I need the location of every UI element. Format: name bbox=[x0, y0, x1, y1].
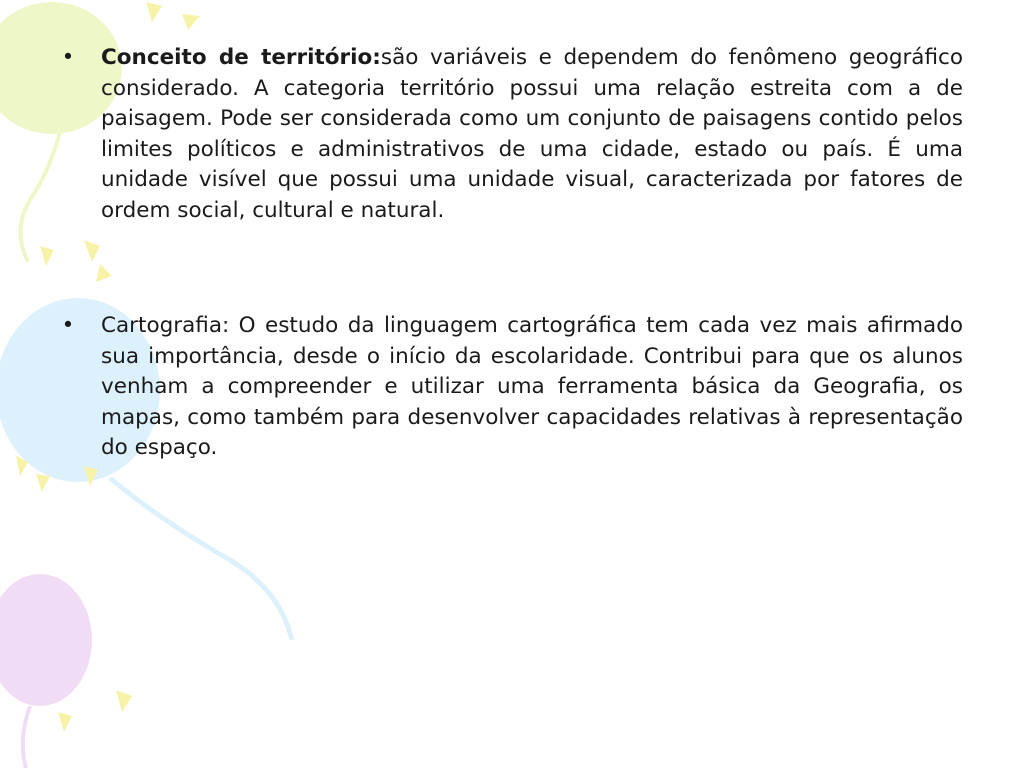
slide-content bbox=[58, 43, 963, 464]
bullet-cartografia bbox=[58, 311, 963, 464]
bullet-territorio bbox=[58, 43, 963, 226]
cartografia-text: Cartografia: O estudo da linguagem cartográfica tem cada vez mais afirmado sua importância, desde o início da escolaridade. Contribui para que os alunos venham a compreender e utilizar uma ferramenta básica da Geografia, os mapas, como também para desenvolver capacidades relativas à representação do espaço. bbox=[101, 313, 963, 460]
territorio-text: são variáveis e dependem do fenômeno geográfico considerado. A categoria território possui uma relação estreita com a de paisagem. Pode ser considerada como um conjunto de paisagens contido pelos limites políticos e administrativos de uma cidade, estado ou país. É uma unidade visível que possui uma unidade visual, caracterizada por fatores de ordem social, cultural e natural. bbox=[101, 45, 963, 223]
bullet-dot-icon: • bbox=[61, 45, 75, 70]
purple-balloon-icon bbox=[0, 574, 92, 768]
territorio-heading: Conceito de território: bbox=[101, 45, 381, 70]
bullet-dot-icon: • bbox=[61, 313, 75, 338]
